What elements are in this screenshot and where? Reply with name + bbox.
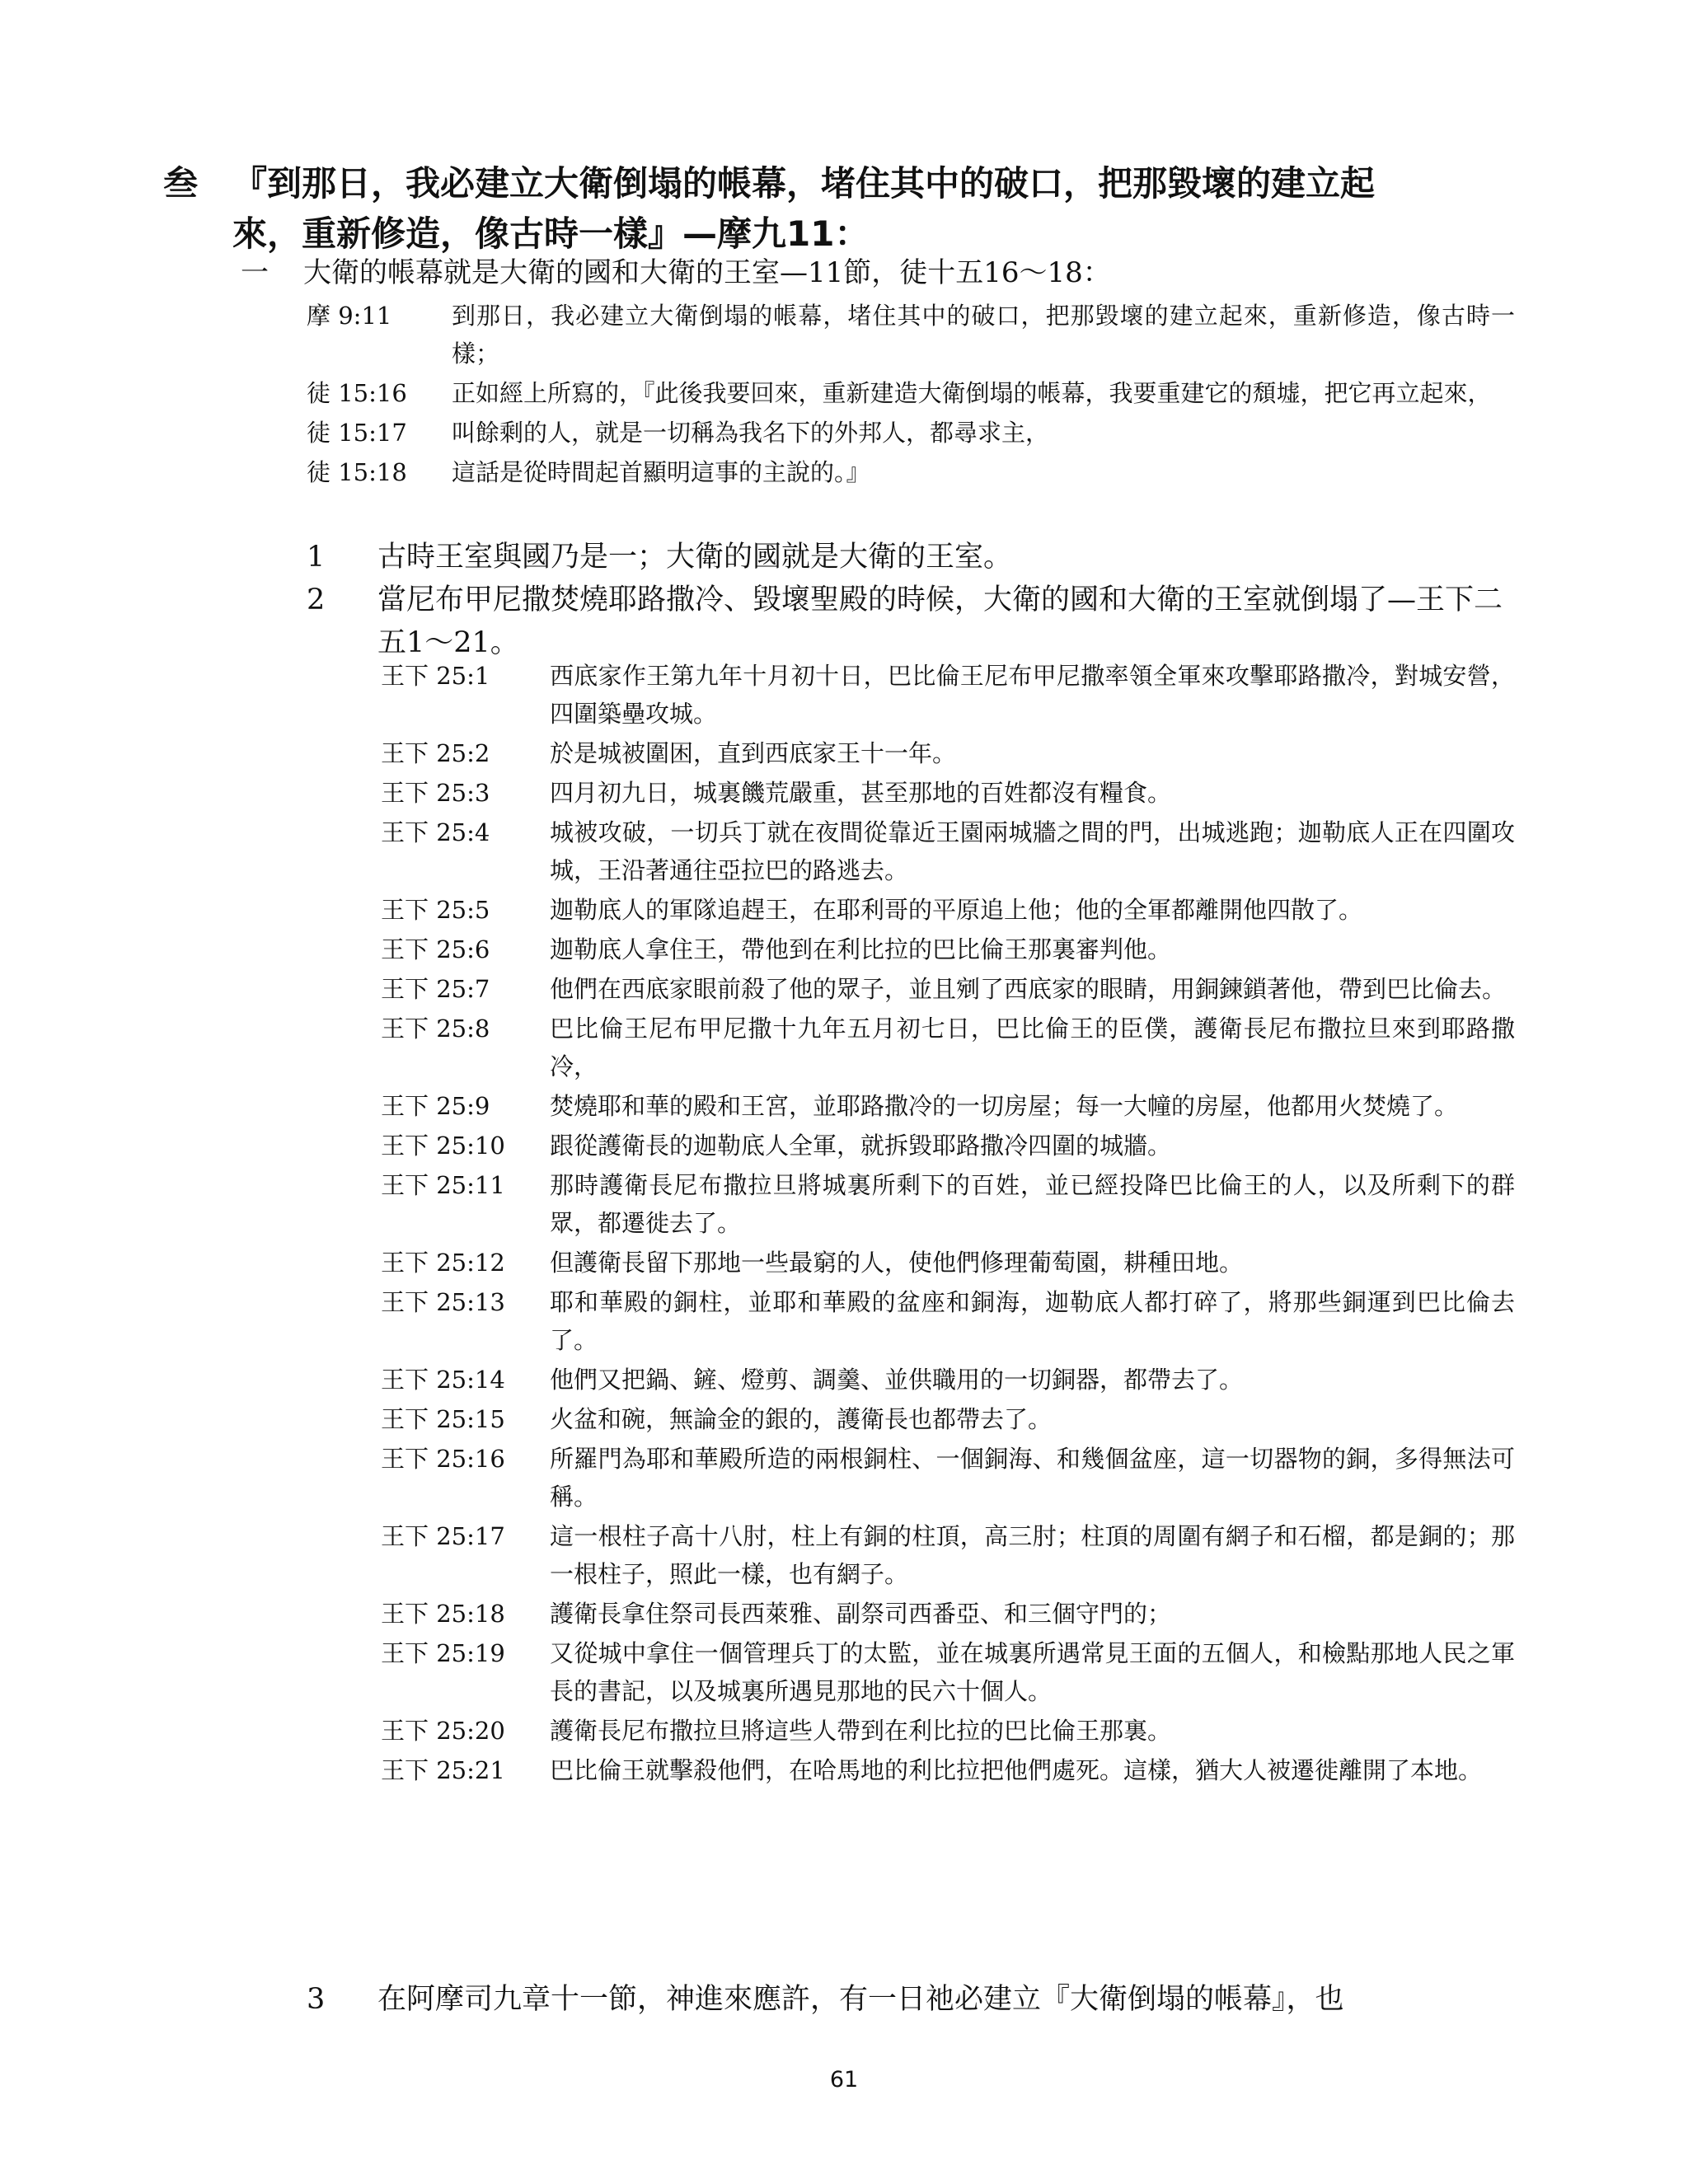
verse-text: 耶和華殿的銅柱，並耶和華殿的盆座和銅海，迦勒底人都打碎了，將那些銅運到巴比倫去了。 [550,1288,1515,1354]
verse-ref: 王下 25:7 [381,975,490,1003]
verse-text: 正如經上所寫的，『此後我要回來，重新建造大衛倒塌的帳幕，我要重建它的頹墟，把它再立起來， [452,379,1492,407]
verse-row [381,1283,1515,1359]
verse-row [381,1166,1515,1242]
point-text: 古時王室與國乃是一；大衛的國就是大衛的王室。 [377,541,1013,574]
verse-row [381,1595,1515,1633]
verse-text: 焚燒耶和華的殿和王宮，並耶路撒冷的一切房屋；每一大幢的房屋，他都用火焚燒了。 [550,1092,1459,1120]
verse-ref: 王下 25:16 [381,1445,505,1473]
verse-ref: 王下 25:10 [381,1132,505,1160]
heading-line-1: 『到那日，我必建立大衛倒塌的帳幕，堵住其中的破口，把那毀壞的建立起 [232,163,1376,204]
verse-row [307,374,1515,412]
verse-row [381,1361,1515,1399]
verse-ref: 王下 25:8 [381,1015,490,1043]
verse-row [381,774,1515,812]
verse-ref: 王下 25:21 [381,1756,505,1784]
verse-row [381,1010,1515,1085]
verse-row [381,1712,1515,1750]
verse-row [381,1440,1515,1516]
verse-ref: 王下 25:3 [381,779,490,807]
verse-ref: 王下 25:18 [381,1600,505,1628]
verse-row [381,657,1515,733]
verse-row [381,1517,1515,1593]
subsection-one [241,253,1526,293]
verse-text: 火盆和碗，無論金的銀的，護衛長也都帶去了。 [550,1405,1053,1433]
point-number: 2 [307,583,326,616]
verse-text: 這話是從時間起首顯明這事的主說的。』 [452,458,870,486]
verse-ref: 王下 25:9 [381,1092,490,1120]
heading-line-2: 來，重新修造，像古時一樣』—摩九11： [232,213,870,254]
verse-text: 巴比倫王尼布甲尼撒十九年五月初七日，巴比倫王的臣僕，護衛長尼布撒拉旦來到耶路撒冷， [550,1015,1515,1080]
verse-row [381,1244,1515,1282]
verse-ref: 王下 25:6 [381,935,490,963]
verse-row [381,813,1515,889]
verse-text: 城被攻破，一切兵丁就在夜間從靠近王園兩城牆之間的門，出城逃跑；迦勒底人正在四圍攻城，王沿著通往亞拉巴的路逃去。 [550,818,1515,884]
point-number: 1 [307,541,326,574]
point-1 [307,536,1515,579]
verse-text: 迦勒底人拿住王，帶他到在利比拉的巴比倫王那裏審判他。 [550,935,1172,963]
verse-ref: 王下 25:11 [381,1171,505,1199]
verse-ref: 徒 15:18 [307,458,407,486]
point-3 [307,1978,1515,2021]
verse-ref: 王下 25:4 [381,818,490,846]
verse-ref: 王下 25:15 [381,1405,505,1433]
verse-text: 又從城中拿住一個管理兵丁的太監，並在城裏所遇常見王面的五個人，和檢點那地人民之軍長的書記，以及城裏所遇見那地的民六十個人。 [550,1639,1515,1705]
verse-ref: 王下 25:17 [381,1522,505,1550]
verse-text: 於是城被圍困，直到西底家王十一年。 [550,739,957,767]
verse-row [381,1400,1515,1438]
point-2 [307,579,1515,664]
verse-row [307,297,1515,373]
verse-text: 他們在西底家眼前殺了他的眾子，並且剜了西底家的眼睛，用銅鍊鎖著他，帶到巴比倫去。 [550,975,1507,1003]
verse-text: 這一根柱子高十八肘，柱上有銅的柱頂，高三肘；柱頂的周圍有網子和石榴，都是銅的；那一根柱子，照此一樣，也有網子。 [550,1522,1515,1588]
verse-row [307,453,1515,491]
verse-text: 跟從護衛長的迦勒底人全軍，就拆毀耶路撒冷四圍的城牆。 [550,1132,1172,1160]
verse-text: 但護衛長留下那地一些最窮的人，使他們修理葡萄園，耕種田地。 [550,1249,1244,1277]
verse-text: 迦勒底人的軍隊追趕王，在耶利哥的平原追上他；他的全軍都離開他四散了。 [550,896,1363,924]
verse-row [381,1751,1515,1789]
page-number: 61 [829,2067,859,2093]
verse-list-kings [381,657,1515,1791]
verse-text: 護衛長尼布撒拉旦將這些人帶到在利比拉的巴比倫王那裏。 [550,1717,1172,1745]
verse-text: 叫餘剩的人，就是一切稱為我名下的外邦人，都尋求主， [452,419,1050,447]
verse-row [381,930,1515,968]
verse-ref: 王下 25:14 [381,1366,505,1394]
verse-row [307,414,1515,452]
verse-text: 護衛長拿住祭司長西萊雅、副祭司西番亞、和三個守門的； [550,1600,1172,1628]
heading-number: 叁 [163,163,199,204]
verse-ref: 王下 25:19 [381,1639,505,1667]
verse-ref: 王下 25:1 [381,662,490,690]
verse-text: 西底家作王第九年十月初十日，巴比倫王尼布甲尼撒率領全軍來攻擊耶路撒冷，對城安營，四圍築壘攻城。 [550,662,1515,728]
point-number: 3 [307,1983,326,2016]
section-heading [163,158,1515,259]
verse-row [381,891,1515,929]
verse-ref: 摩 9:11 [307,302,392,330]
verse-ref: 王下 25:5 [381,896,490,924]
verse-ref: 徒 15:16 [307,379,407,407]
verse-row [381,1634,1515,1710]
verse-ref: 王下 25:12 [381,1249,505,1277]
verse-text: 巴比倫王就擊殺他們，在哈馬地的利比拉把他們處死。這樣，猶大人被遷徙離開了本地。 [550,1756,1483,1784]
verse-row [381,1087,1515,1125]
verse-ref: 徒 15:17 [307,419,407,447]
point-text: 當尼布甲尼撒焚燒耶路撒冷、毀壞聖殿的時候，大衛的國和大衛的王室就倒塌了—王下二五1～21。 [377,583,1503,659]
verse-list-top [307,297,1515,493]
subsection-text: 大衛的帳幕就是大衛的國和大衛的王室—11節，徒十五16～18： [303,256,1111,289]
verse-text: 所羅門為耶和華殿所造的兩根銅柱、一個銅海、和幾個盆座，這一切器物的銅，多得無法可稱。 [550,1445,1515,1511]
subsection-number: 一 [241,256,269,289]
point-text: 在阿摩司九章十一節，神進來應許，有一日祂必建立『大衛倒塌的帳幕』，也 [377,1983,1344,2016]
verse-ref: 王下 25:20 [381,1717,505,1745]
verse-ref: 王下 25:2 [381,739,490,767]
verse-row [381,1127,1515,1165]
verse-ref: 王下 25:13 [381,1288,505,1316]
verse-row [381,734,1515,772]
verse-text: 到那日，我必建立大衛倒塌的帳幕，堵住其中的破口，把那毀壞的建立起來，重新修造，像古時一樣； [452,302,1515,368]
verse-text: 那時護衛長尼布撒拉旦將城裏所剩下的百姓，並已經投降巴比倫王的人，以及所剩下的群眾，都遷徙去了。 [550,1171,1515,1237]
verse-text: 四月初九日，城裏饑荒嚴重，甚至那地的百姓都沒有糧食。 [550,779,1172,807]
verse-text: 他們又把鍋、鏟、燈剪、調羹、並供職用的一切銅器，都帶去了。 [550,1366,1244,1394]
verse-row [381,970,1515,1008]
